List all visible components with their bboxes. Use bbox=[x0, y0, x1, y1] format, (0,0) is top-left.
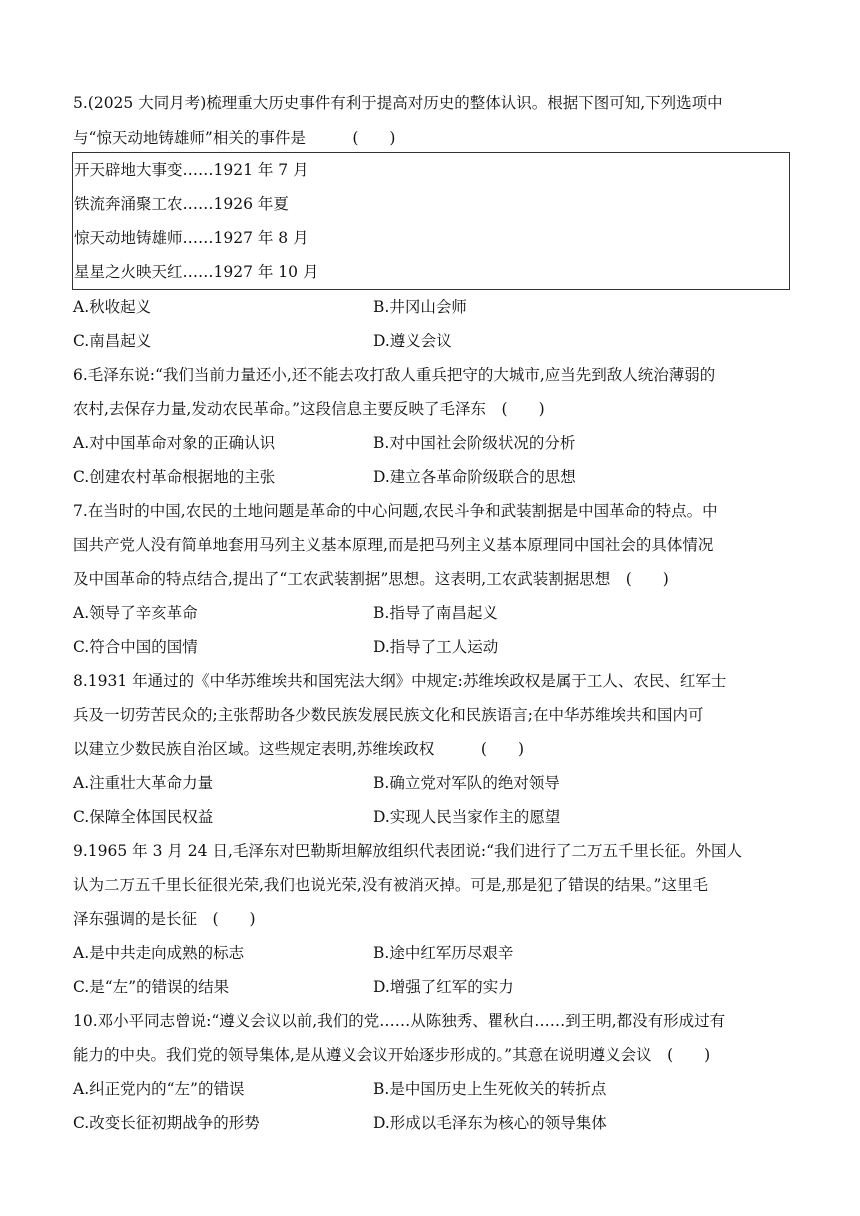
q9-stem-line3: 泽东强调的是长征 ( ) bbox=[73, 910, 256, 928]
q9-stem-line1: 9.1965 年 3 月 24 日,毛泽东对巴勒斯坦解放组织代表团说:“我们进行了二万五千里长征。外国人 bbox=[73, 842, 743, 860]
q8-option-b: B.确立党对军队的绝对领导 bbox=[373, 774, 560, 792]
q6-option-c: C.创建农村革命根据地的主张 bbox=[73, 468, 276, 486]
q5-table-row: 惊天动地铸雄师……1927 年 8 月 bbox=[74, 229, 309, 247]
q5-table-row: 星星之火映天红……1927 年 10 月 bbox=[74, 263, 319, 281]
q8-stem-line3: 以建立少数民族自治区域。这些规定表明,苏维埃政权 ( ) bbox=[73, 740, 525, 758]
q7-stem-line3: 及中国革命的特点结合,提出了“工农武装割据”思想。这表明,工农武装割据思想 ( ) bbox=[73, 570, 669, 588]
q5-option-c: C.南昌起义 bbox=[73, 332, 152, 350]
q5-event-table bbox=[72, 152, 790, 290]
q5-stem-line2: 与“惊天动地铸雄师”相关的事件是 ( ) bbox=[73, 129, 396, 147]
q10-option-d: D.形成以毛泽东为核心的领导集体 bbox=[373, 1114, 607, 1132]
q9-option-c: C.是“左”的错误的结果 bbox=[73, 978, 230, 996]
q9-option-a: A.是中共走向成熟的标志 bbox=[73, 944, 245, 962]
q7-option-d: D.指导了工人运动 bbox=[373, 638, 499, 656]
q5-stem-line1: 5.(2025 大同月考)梳理重大历史事件有利于提高对历史的整体认识。根据下图可知,下列选项中 bbox=[73, 94, 723, 112]
q6-option-b: B.对中国社会阶级状况的分析 bbox=[373, 434, 576, 452]
q5-option-a: A.秋收起义 bbox=[73, 298, 152, 316]
q8-option-a: A.注重壮大革命力量 bbox=[73, 774, 214, 792]
q6-option-a: A.对中国革命对象的正确认识 bbox=[73, 434, 276, 452]
q8-stem-line1: 8.1931 年通过的《中华苏维埃共和国宪法大纲》中规定:苏维埃政权是属于工人、农民、红军士 bbox=[73, 672, 727, 690]
q6-stem-line2: 农村,去保存力量,发动农民革命。”这段信息主要反映了毛泽东 ( ) bbox=[73, 400, 545, 418]
q7-option-c: C.符合中国的国情 bbox=[73, 638, 198, 656]
q10-stem-line2: 能力的中央。我们党的领导集体,是从遵义会议开始逐步形成的。”其意在说明遵义会议 ( ) bbox=[73, 1046, 711, 1064]
q10-option-c: C.改变长征初期战争的形势 bbox=[73, 1114, 260, 1132]
q10-option-b: B.是中国历史上生死攸关的转折点 bbox=[373, 1080, 607, 1098]
q8-stem-line2: 兵及一切劳苦民众的;主张帮助各少数民族发展民族文化和民族语言;在中华苏维埃共和国内可 bbox=[73, 706, 704, 724]
q5-table-row: 开天辟地大事变……1921 年 7 月 bbox=[74, 161, 309, 179]
q5-table-row: 铁流奔涌聚工农……1926 年夏 bbox=[74, 195, 289, 213]
q7-stem-line1: 7.在当时的中国,农民的土地问题是革命的中心问题,农民斗争和武装割据是中国革命的特点。中 bbox=[73, 502, 718, 520]
q5-option-b: B.井冈山会师 bbox=[373, 298, 467, 316]
q9-option-b: B.途中红军历尽艰辛 bbox=[373, 944, 514, 962]
q10-option-a: A.纠正党内的“左”的错误 bbox=[73, 1080, 245, 1098]
q7-stem-line2: 国共产党人没有简单地套用马列主义基本原理,而是把马列主义基本原理同中国社会的具体情况 bbox=[73, 536, 714, 554]
q6-stem-line1: 6.毛泽东说:“我们当前力量还小,还不能去攻打敌人重兵把守的大城市,应当先到敌人统治薄弱的 bbox=[73, 366, 716, 384]
q7-option-b: B.指导了南昌起义 bbox=[373, 604, 498, 622]
q9-option-d: D.增强了红军的实力 bbox=[373, 978, 514, 996]
q10-stem-line1: 10.邓小平同志曾说:“遵义会议以前,我们的党……从陈独秀、瞿秋白……到王明,都没有形成过有 bbox=[73, 1012, 726, 1030]
q6-option-d: D.建立各革命阶级联合的思想 bbox=[373, 468, 576, 486]
q5-option-d: D.遵义会议 bbox=[373, 332, 452, 350]
q8-option-d: D.实现人民当家作主的愿望 bbox=[373, 808, 561, 826]
q8-option-c: C.保障全体国民权益 bbox=[73, 808, 214, 826]
q9-stem-line2: 认为二万五千里长征很光荣,我们也说光荣,没有被消灭掉。可是,那是犯了错误的结果。”这里毛 bbox=[73, 876, 708, 894]
q7-option-a: A.领导了辛亥革命 bbox=[73, 604, 198, 622]
